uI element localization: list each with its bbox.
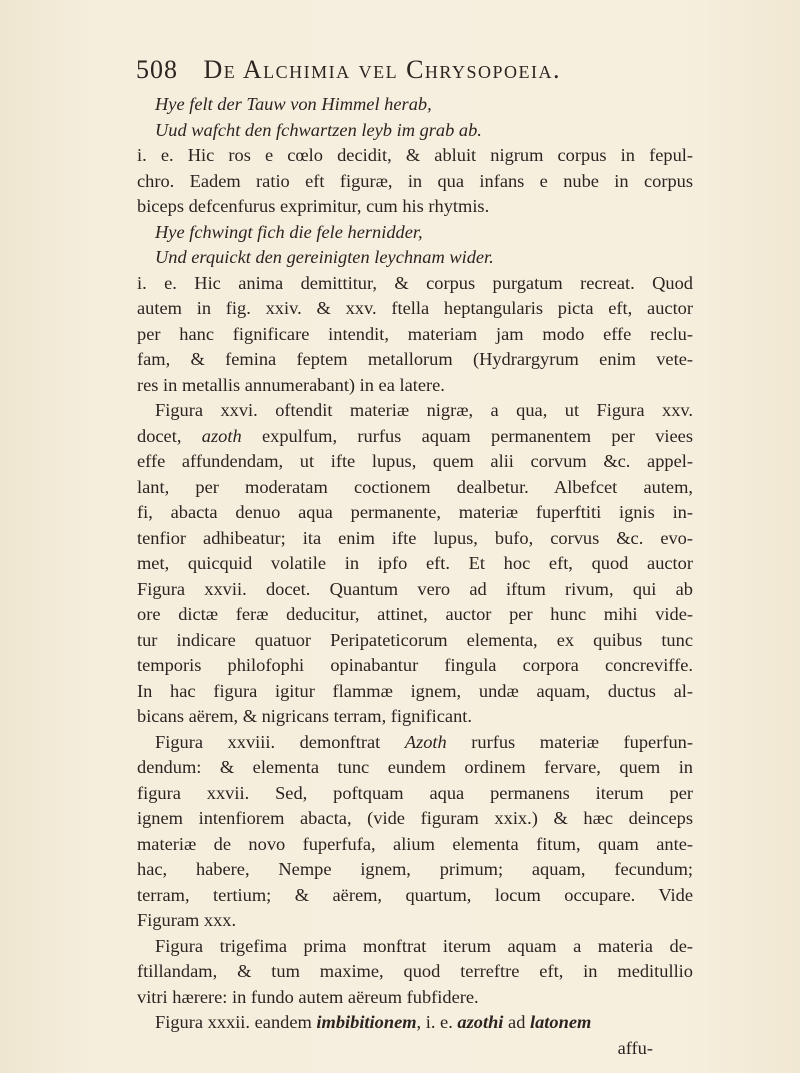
text-fragment: expulfum, rurfus aquam permanentem per viees	[261, 425, 694, 446]
text-line: fi, abacta denuo aqua permanente, materiæ fuperftiti ignis in-	[137, 502, 693, 522]
text-fragment: rurfus materiæ fuperfun-	[471, 731, 693, 752]
text-line: tenfior adhibeatur; ita enim ifte lupus, bufo, corvus &c. evo-	[137, 527, 693, 548]
text-line: ftillandam, & tum maxime, quod terreftre eft, in meditullio	[137, 961, 693, 981]
text-line: temporis philofophi opinabantur fingula corpora concreviffe.	[137, 655, 693, 675]
text-fragment: Figura xxviii. demonftrat	[155, 731, 381, 752]
text-fragment: Figura xxxii. eandem	[155, 1012, 312, 1032]
text-line: In hac figura igitur flammæ ignem, undæ aquam, ductus al-	[137, 680, 693, 701]
page-number: 508	[136, 55, 178, 84]
verse-line: Hye fchwingt fich die fele hernidder,	[155, 221, 423, 242]
text-fragment: , i. e.	[416, 1012, 453, 1032]
text-line	[137, 730, 693, 756]
text-line: res in metallis annumerabant) in ea latere.	[137, 374, 445, 395]
text-line: dendum: & elementa tunc eundem ordinem fervare, quem in	[137, 757, 693, 777]
italic-term: Azoth	[404, 731, 447, 752]
italic-term: azothi	[457, 1012, 504, 1032]
italic-term: imbibitionem	[316, 1012, 417, 1032]
text-line: terram, tertium; & aërem, quartum, locum occupare. Vide	[137, 884, 693, 905]
italic-term: latonem	[530, 1012, 592, 1032]
text-line: met, quicquid volatile in ipfo eft. Et hoc eft, quod auctor	[137, 553, 693, 573]
text-fragment: ad	[508, 1012, 526, 1032]
text-line: chro. Eadem ratio eft figuræ, in qua infans e nube in corpus	[137, 170, 693, 191]
text-line: i. e. Hic anima demittitur, & corpus purgatum recreat. Quod	[137, 272, 693, 293]
catchword: affu-	[617, 1037, 653, 1058]
text-line: ignem intenfiorem abacta, (vide figuram xxix.) & hæc deinceps	[137, 808, 693, 828]
text-line: bicans aërem, & nigricans terram, fignificant.	[137, 706, 472, 726]
text-line: per hanc fignificare intendit, materiam jam modo effe reclu-	[137, 323, 693, 344]
text-line: fam, & femina feptem metallorum (Hydrargyrum enim vete-	[137, 349, 693, 369]
running-title: De Alchimia vel Chrysopoeia.	[203, 55, 561, 84]
verse-line: Und erquickt den gereinigten leychnam wider.	[155, 247, 494, 267]
text-line	[137, 424, 693, 450]
text-line: hac, habere, Nempe ignem, primum; aquam, fecundum;	[137, 859, 693, 879]
text-line: Figuram xxx.	[137, 910, 237, 930]
running-header	[136, 55, 656, 91]
text-line: Figura trigefima prima monftrat iterum aquam a materia de-	[155, 935, 693, 956]
text-line: vitri hærere: in fundo autem aëreum fubfidere.	[137, 986, 479, 1007]
text-line: effe affundendam, ut ifte lupus, quem alii corvum &c. appel-	[137, 451, 693, 471]
body-text	[137, 92, 693, 1061]
text-line: tur indicare quatuor Peripateticorum elementa, ex quibus tunc	[137, 629, 693, 650]
text-line: Figura xxvi. oftendit materiæ nigræ, a qua, ut Figura xxv.	[155, 400, 693, 420]
text-line: materiæ de novo fuperfufa, alium elementa fitum, quam ante-	[137, 833, 693, 854]
text-line: biceps defcenfurus exprimitur, cum his rhytmis.	[137, 196, 490, 216]
verse-line: Hye felt der Tauw von Himmel herab,	[155, 94, 432, 114]
text-line	[137, 1010, 693, 1036]
italic-term: azoth	[201, 425, 242, 446]
verse-line: Uud wafcht den fchwartzen leyb im grab ab.	[155, 119, 482, 140]
text-line: autem in fig. xxiv. & xxv. ftella heptangularis picta eft, auctor	[137, 298, 693, 318]
text-fragment: docet,	[137, 425, 182, 446]
text-line: i. e. Hic ros e cœlo decidit, & abluit nigrum corpus in fepul-	[137, 145, 693, 165]
text-line: lant, per moderatam coctionem dealbetur. Albefcet autem,	[137, 476, 693, 497]
text-line: ore dictæ feræ deducitur, attinet, auctor per hunc mihi vide-	[137, 604, 693, 624]
text-line: Figura xxvii. docet. Quantum vero ad iftum rivum, qui ab	[137, 578, 693, 599]
text-line: figura xxvii. Sed, poftquam aqua permanens iterum per	[137, 782, 693, 803]
